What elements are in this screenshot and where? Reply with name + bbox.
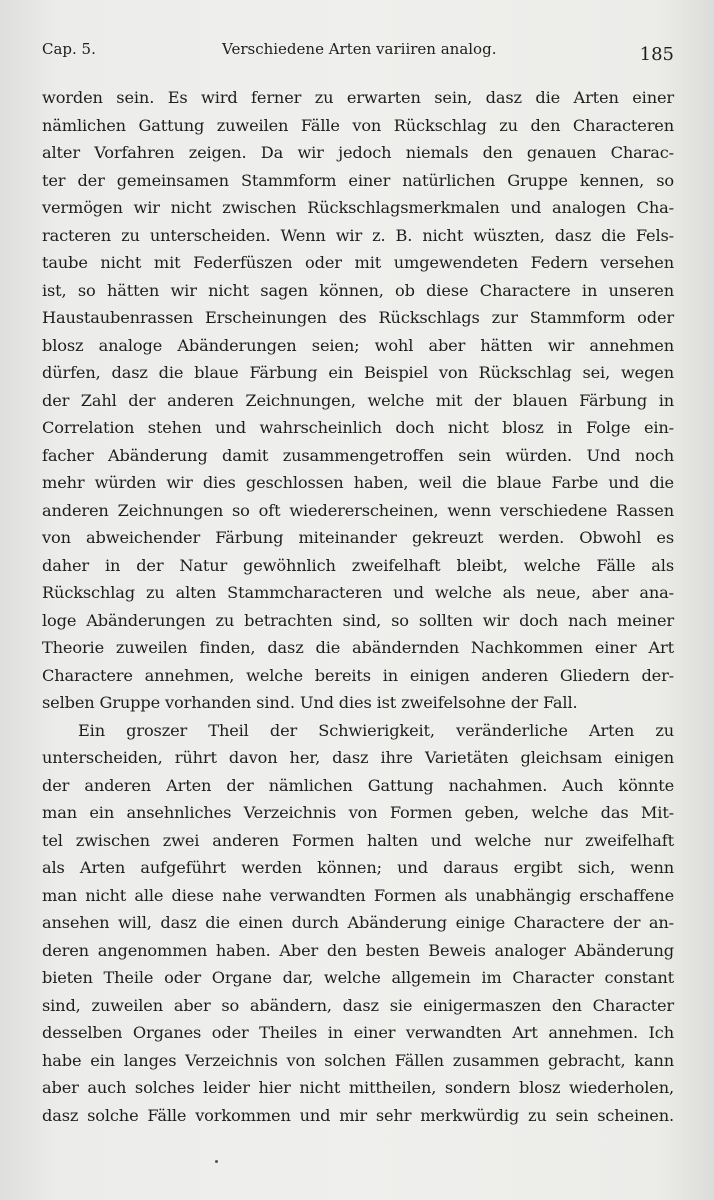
text-line: der anderen Arten der nämlichen Gattung nachahmen. Auch könnte (42, 775, 674, 795)
text-line: ist, so hätten wir nicht sagen können, ob diese Charactere in unseren (42, 280, 674, 300)
text-line: tel zwischen zwei anderen Formen halten und welche nur zweifelhaft (42, 830, 674, 850)
text-line: unterscheiden, rührt davon her, dasz ihre Varietäten gleichsam einigen (42, 748, 674, 767)
text-line: dasz solche Fälle vorkommen und mir sehr merkwürdig zu sein scheinen. (42, 1105, 674, 1125)
text-line: facher Abänderung damit zusammengetroffen sein würden. Und noch (42, 445, 674, 465)
text-line: Haustaubenrassen Erscheinungen des Rückschlags zur Stammform oder (42, 308, 674, 327)
paragraph-end-line: selben Gruppe vorhanden sind. Und dies ist zweifelsohne der Fall. (42, 693, 578, 712)
text-line: bieten Theile oder Organe dar, welche allgemein im Character constant (42, 968, 674, 987)
text-line: sind, zuweilen aber so abändern, dasz sie einigermaszen den Character (42, 995, 674, 1015)
text-line: als Arten aufgeführt werden können; und daraus ergibt sich, wenn (42, 858, 674, 877)
text-line: aber auch solches leider hier nicht mittheilen, sondern blosz wiederholen, (42, 1078, 674, 1097)
text-line: deren angenommen haben. Aber den besten Beweis analoger Abänderung (42, 940, 674, 960)
text-line: racteren zu unterscheiden. Wenn wir z. B. nicht wüszten, dasz die Fels- (42, 225, 674, 245)
text-line: vermögen wir nicht zwischen Rückschlagsmerkmalen und analogen Cha- (42, 198, 674, 217)
text-line: von abweichender Färbung miteinander gekreuzt werden. Obwohl es (42, 528, 674, 547)
text-line: Theorie zuweilen finden, dasz die abändernden Nachkommen einer Art (42, 638, 674, 657)
text-line: nämlichen Gattung zuweilen Fälle von Rückschlag zu den Characteren (42, 115, 674, 135)
ink-speck (215, 1160, 218, 1163)
text-line: dürfen, dasz die blaue Färbung ein Beispiel von Rückschlag sei, wegen (42, 363, 674, 382)
page-number: 185 (639, 44, 674, 65)
paragraph-start-line: Ein groszer Theil der Schwierigkeit, veränderliche Arten zu (78, 720, 674, 740)
text-line: loge Abänderungen zu betrachten sind, so sollten wir doch nach meiner (42, 610, 674, 630)
text-line: anderen Zeichnungen so oft wiedererscheinen, wenn verschiedene Rassen (42, 500, 674, 520)
page-header (42, 38, 674, 68)
text-line: alter Vorfahren zeigen. Da wir jedoch niemals den genauen Charac- (42, 143, 674, 162)
text-line: habe ein langes Verzeichnis von solchen Fällen zusammen gebracht, kann (42, 1050, 674, 1070)
text-line: taube nicht mit Federfüszen oder mit umgewendeten Federn versehen (42, 253, 674, 272)
text-line: man nicht alle diese nahe verwandten Formen als unabhängig erschaffene (42, 885, 674, 905)
text-line: mehr würden wir dies geschlossen haben, weil die blaue Farbe und die (42, 473, 674, 492)
running-title: Verschiedene Arten variiren analog. (222, 40, 497, 58)
text-line: Rückschlag zu alten Stammcharacteren und welche als neue, aber ana- (42, 583, 674, 602)
text-line: man ein ansehnliches Verzeichnis von Formen geben, welche das Mit- (42, 803, 674, 822)
text-line: blosz analoge Abänderungen seien; wohl aber hätten wir annehmen (42, 335, 674, 355)
text-line: desselben Organes oder Theiles in einer verwandten Art annehmen. Ich (42, 1023, 674, 1042)
text-line: ansehen will, dasz die einen durch Abänderung einige Charactere der an- (42, 913, 674, 932)
text-line: ter der gemeinsamen Stammform einer natürlichen Gruppe kennen, so (42, 170, 674, 190)
text-line: Charactere annehmen, welche bereits in einigen anderen Gliedern der- (42, 665, 674, 685)
body-text (42, 84, 674, 1129)
text-line: daher in der Natur gewöhnlich zweifelhaft bleibt, welche Fälle als (42, 555, 674, 575)
text-line: worden sein. Es wird ferner zu erwarten sein, dasz die Arten einer (42, 88, 674, 107)
text-line: der Zahl der anderen Zeichnungen, welche mit der blauen Färbung in (42, 390, 674, 410)
text-line: Correlation stehen und wahrscheinlich doch nicht blosz in Folge ein- (42, 418, 674, 437)
chapter-label: Cap. 5. (42, 40, 96, 58)
